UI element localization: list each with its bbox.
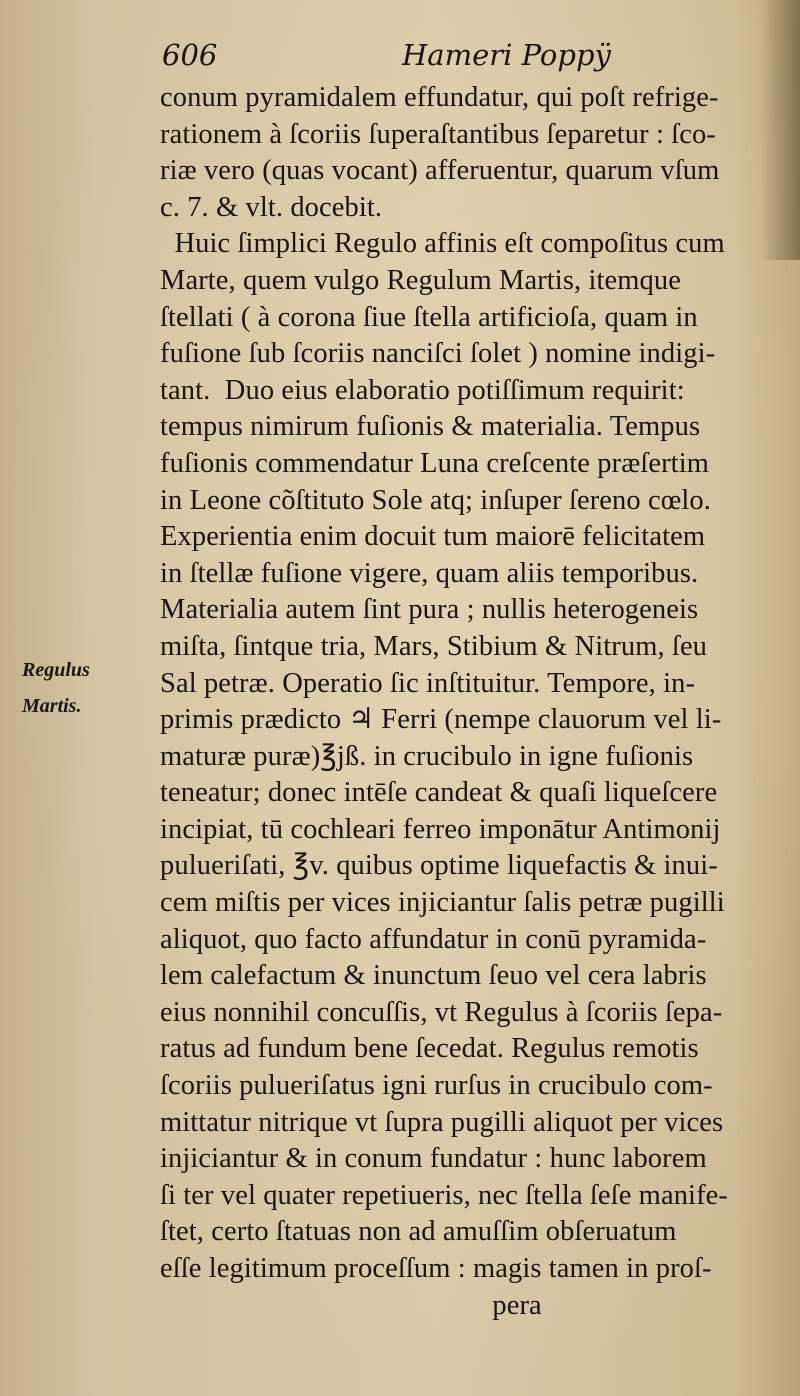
running-header	[162, 38, 722, 78]
margin-note	[22, 652, 142, 724]
text-line: Materialia autem ſint pura ; nullis heterogeneis	[160, 594, 699, 626]
body-text	[160, 80, 800, 1324]
text-line: mittatur nitrique vt ſupra pugilli aliquot per vices	[160, 1106, 724, 1138]
text-line: fuſione ſub ſcoriis nanciſci ſolet ) nomine indigi-	[160, 338, 716, 370]
text-line: in Leone cõſtituto Sole atq; inſuper ſereno cœlo.	[160, 484, 712, 516]
margin-note-line: Regulus	[22, 659, 90, 681]
text-line: primis prædicto ♃ Ferri (nempe clauorum vel li-	[160, 704, 722, 736]
text-line: Marte, quem vulgo Regulum Martis, itemque	[160, 264, 681, 296]
text-line: ſcoriis pulueriſatus igni rurſus in crucibulo com-	[160, 1070, 713, 1102]
text-line: tant. Duo eius elaboratio potiſſimum requirit:	[160, 374, 685, 406]
text-line: injiciantur & in conum fundatur : hunc laborem	[160, 1143, 707, 1175]
text-line: conum pyramidalem effundatur, qui poſt refrige-	[160, 82, 719, 113]
text-line: teneatur; donec intēſe candeat & quaſi liqueſcere	[160, 777, 718, 809]
text-line: pera	[160, 1289, 542, 1321]
margin-note-line: Martis.	[22, 695, 82, 717]
text-line: incipiat, tū cochleari ferreo imponātur Antimonij	[160, 813, 721, 845]
text-line: pulueriſati, ℥v. quibus optime liquefactis & inui-	[160, 850, 718, 882]
text-line: eſſe legitimum proceſſum : magis tamen in proſ-	[160, 1253, 712, 1284]
text-line: tempus nimirum fuſionis & materialia. Tempus	[160, 411, 701, 443]
text-line: lem calefactum & inunctum ſeuo vel cera labris	[160, 960, 707, 992]
text-line: cem miſtis per vices injiciantur ſalis petræ pugilli	[160, 887, 725, 919]
text-line: aliquot, quo facto affundatur in conū pyramida-	[160, 923, 707, 955]
text-line: ſtellati ( à corona ſiue ſtella artificioſa, quam in	[160, 301, 698, 333]
text-line: Sal petræ. Operatio ſic inſtituitur. Tempore, in-	[160, 667, 696, 699]
text-line: maturæ puræ)℥jß. in crucibulo in igne fuſionis	[160, 740, 694, 772]
text-line: miſta, ſintque tria, Mars, Stibium & Nitrum, ſeu	[160, 630, 708, 662]
text-line: fuſionis commendatur Luna creſcente præſertim	[160, 447, 709, 479]
text-line: rationem à ſcoriis ſuperaſtantibus ſeparetur : ſco-	[160, 118, 716, 150]
running-title: Hameri Poppÿ	[402, 38, 611, 72]
text-line: ratus ad fundum bene ſecedat. Regulus remotis	[160, 1033, 699, 1065]
page-number: 606	[162, 38, 218, 72]
text-line: in ſtellæ fuſione vigere, quam aliis temporibus.	[160, 557, 699, 589]
text-line: ſi ter vel quater repetiueris, nec ſtella ſeſe manife-	[160, 1179, 728, 1211]
text-line: eius nonnihil concuſſis, vt Regulus à ſcoriis ſepa-	[160, 996, 723, 1028]
text-line: ſtet, certo ſtatuas non ad amuſſim obſeruatum	[160, 1216, 677, 1248]
text-line: riæ vero (quas vocant) afferuentur, quarum vſum	[160, 155, 720, 187]
text-line: c. 7. & vlt. docebit.	[160, 191, 383, 223]
text-line: Experientia enim docuit tum maiorē felicitatem	[160, 521, 706, 553]
text-line: Huic ſimplici Regulo affinis eſt compoſitus cum	[160, 228, 725, 260]
